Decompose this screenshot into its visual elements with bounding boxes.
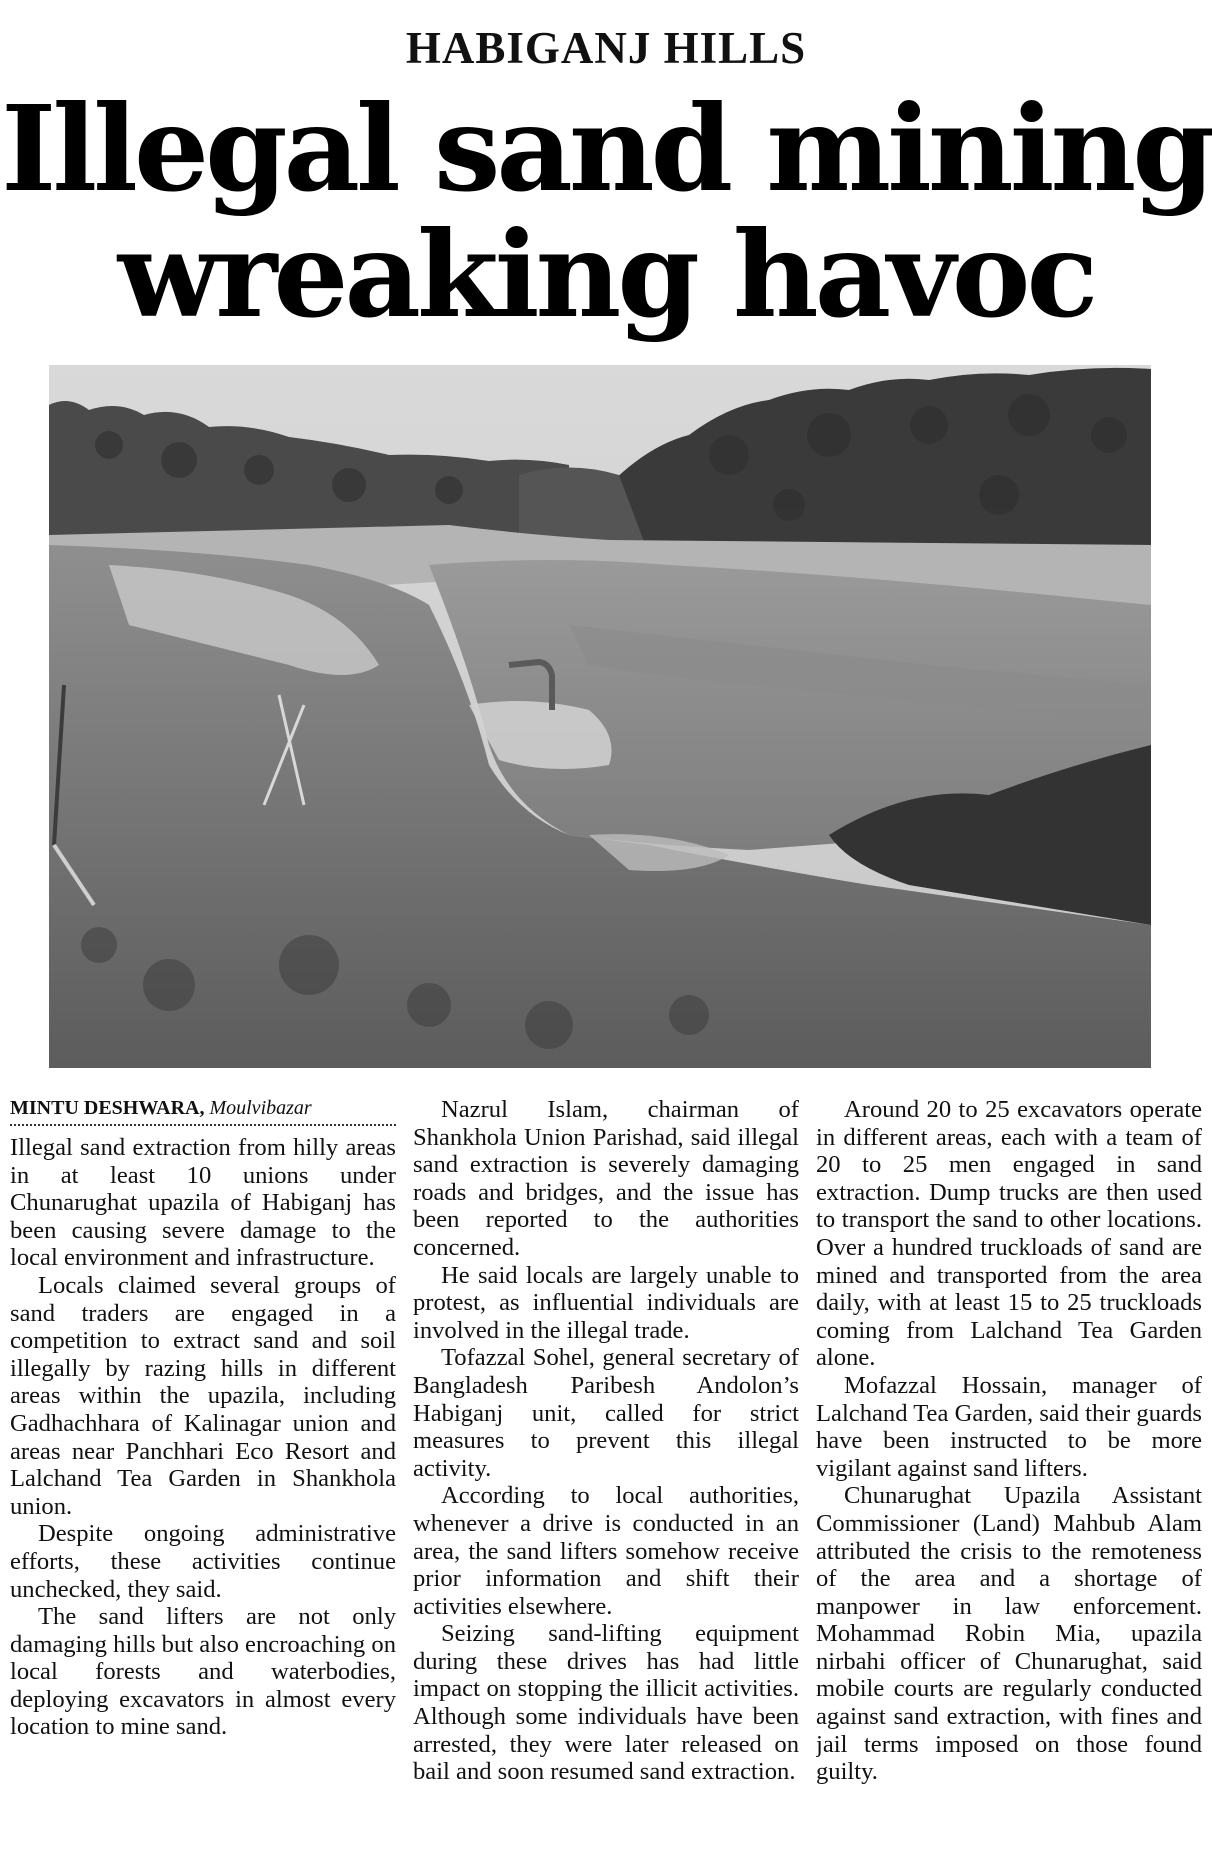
article-column-1 <box>10 1096 396 1866</box>
article-photo <box>49 365 1151 1068</box>
article-kicker: HABIGANJ HILLS <box>405 23 807 73</box>
byline <box>10 1096 396 1126</box>
byline-author: MINTU DESHWARA, <box>10 1097 205 1119</box>
byline-location: Moulvibazar <box>209 1097 312 1119</box>
body-paragraph: Chunarughat Upazila Assistant Commissioner (Land) Mahbub Alam attributed the crisis to the remoteness of the area and a shortage of manpower in law enforcement. Mohammad Robin Mia, upazila nirbahi officer of Chunarughat, said mobile courts are regularly conducted against sand extraction, with fines and jail terms imposed on those found guilty. <box>816 1482 1202 1786</box>
body-paragraph: Tofazzal Sohel, general secretary of Bangladesh Paribesh Andolon’s Habiganj unit, called for strict measures to prevent this illegal activity. <box>413 1344 799 1482</box>
body-paragraph: Despite ongoing administrative efforts, these activities continue unchecked, they said. <box>10 1520 396 1603</box>
article-column-3 <box>816 1096 1202 1866</box>
body-paragraph: According to local authorities, whenever a drive is conducted in an area, the sand lifters somehow receive prior information and shift their activities elsewhere. <box>413 1482 799 1620</box>
headline-line-1: Illegal sand mining <box>1 79 1211 218</box>
article-headline <box>0 79 1212 344</box>
headline-line-2: wreaking havoc <box>117 205 1095 344</box>
body-paragraph: Locals claimed several groups of sand traders are engaged in a competition to extract sand and soil illegally by razing hills in different areas within the upazila, including Gadhachhara of Kalinagar union and areas near Panchhari Eco Resort and Lalchand Tea Garden in Shankhola union. <box>10 1271 396 1520</box>
body-paragraph: Around 20 to 25 excavators operate in different areas, each with a team of 20 to 25 men engaged in sand extraction. Dump trucks are then used to transport the sand to other locations. Over a hundred truckloads of sand are mined and transported from the area daily, with at least 15 to 25 truckloads coming from Lalchand Tea Garden alone. <box>816 1096 1202 1372</box>
body-paragraph: Seizing sand-lifting equipment during these drives has had little impact on stopping the illicit activities. Although some individuals have been arrested, they were later released on bail and soon resumed sand extraction. <box>413 1620 799 1786</box>
article-column-2 <box>413 1096 799 1866</box>
body-paragraph: Mofazzal Hossain, manager of Lalchand Tea Garden, said their guards have been instructed to be more vigilant against sand lifters. <box>816 1371 1202 1482</box>
body-paragraph: Illegal sand extraction from hilly areas in at least 10 unions under Chunarughat upazila of Habiganj has been causing severe damage to the local environment and infrastructure. <box>10 1134 396 1272</box>
body-paragraph: He said locals are largely unable to protest, as influential individuals are involved in the illegal trade. <box>413 1261 799 1344</box>
body-paragraph: Nazrul Islam, chairman of Shankhola Union Parishad, said illegal sand extraction is severely damaging roads and bridges, and the issue has been reported to the authorities concerned. <box>413 1096 799 1261</box>
body-paragraph: The sand lifters are not only damaging hills but also encroaching on local forests and waterbodies, deploying excavators in almost every location to mine sand. <box>10 1603 396 1741</box>
